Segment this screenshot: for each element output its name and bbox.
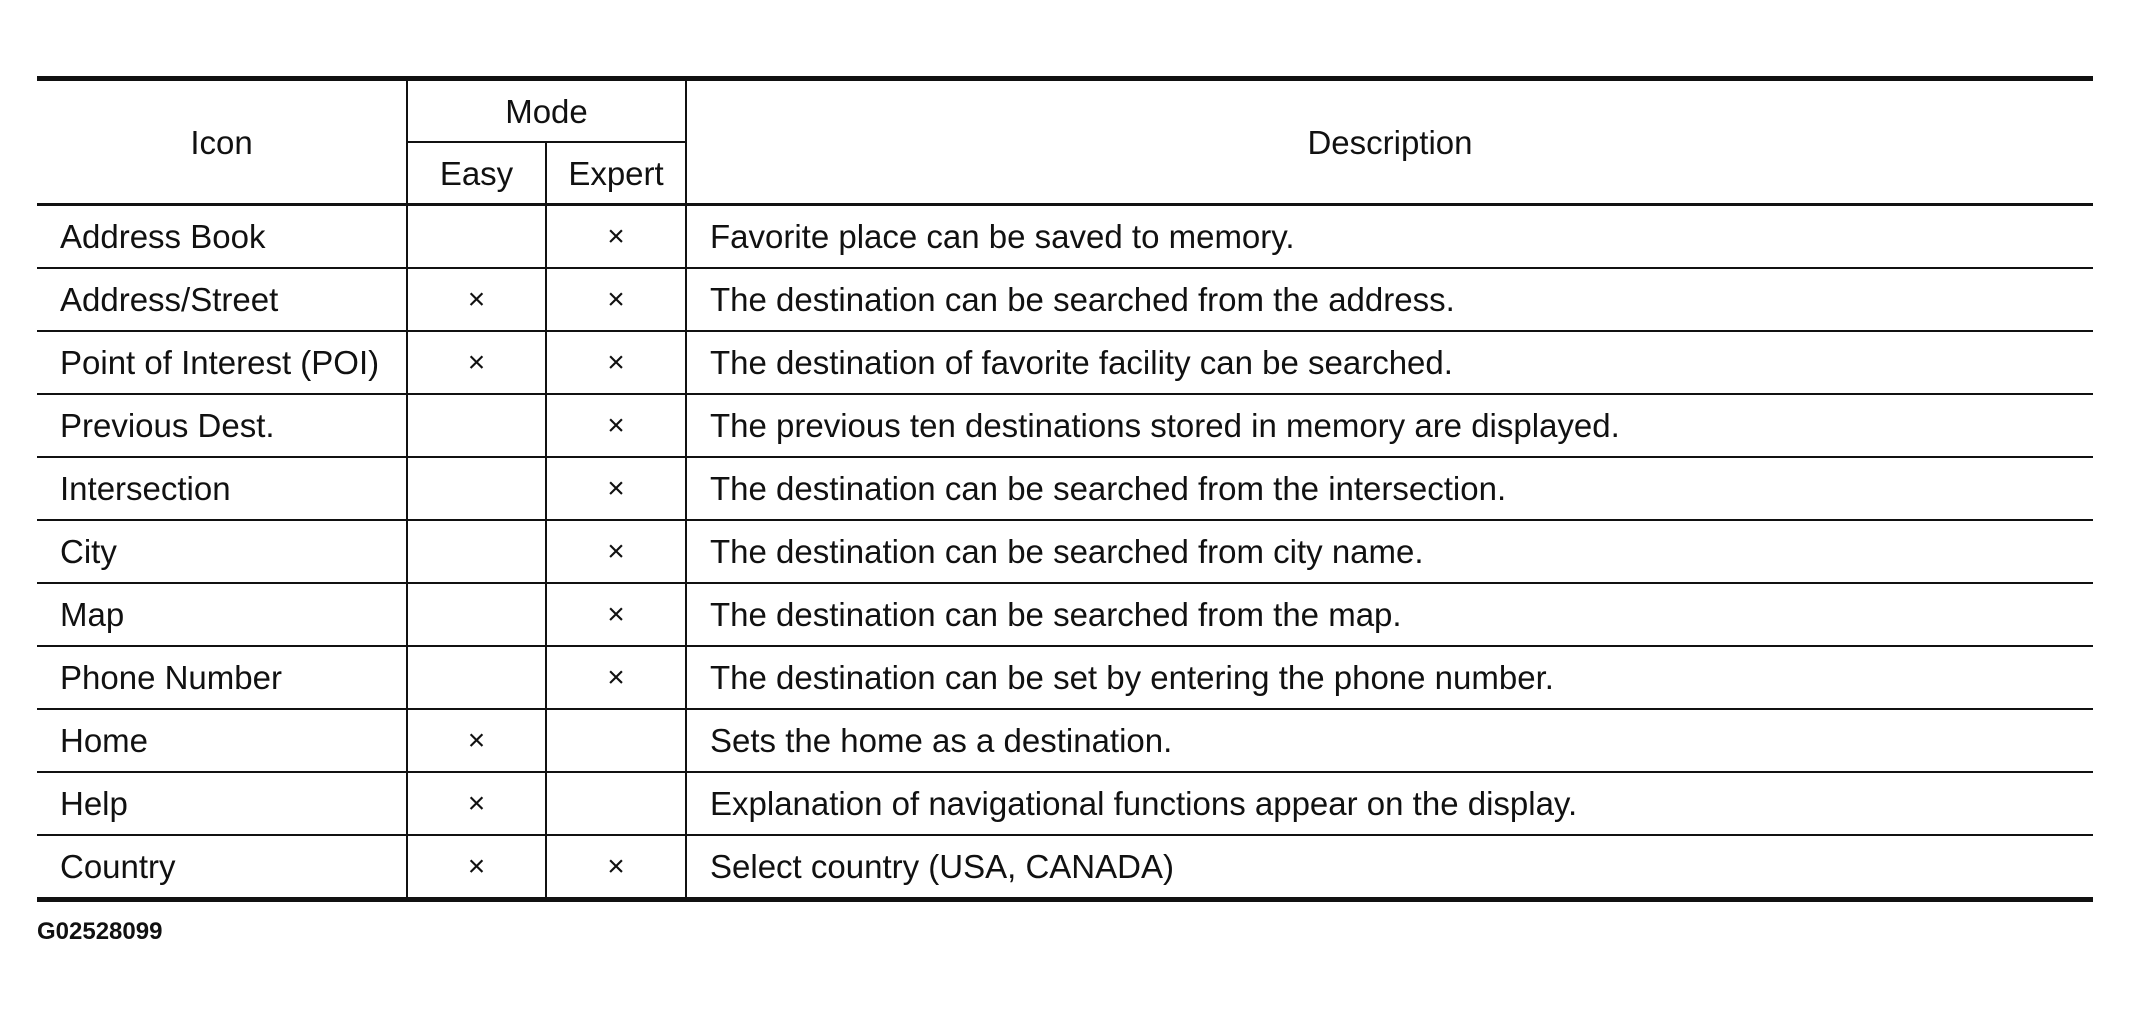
easy-mark: × bbox=[407, 268, 546, 331]
expert-mark: × bbox=[546, 520, 686, 583]
icon-cell: Point of Interest (POI) bbox=[37, 331, 407, 394]
icon-cell: Map bbox=[37, 583, 407, 646]
expert-mark bbox=[546, 772, 686, 835]
expert-mark: × bbox=[546, 205, 686, 269]
expert-mark: × bbox=[546, 835, 686, 900]
expert-mark: × bbox=[546, 331, 686, 394]
figure-id-label: G02528099 bbox=[37, 918, 163, 945]
table-row bbox=[37, 646, 2093, 709]
table-row bbox=[37, 205, 2093, 269]
header-icon: Icon bbox=[37, 79, 407, 205]
easy-mark bbox=[407, 205, 546, 269]
easy-mark bbox=[407, 457, 546, 520]
expert-mark: × bbox=[546, 268, 686, 331]
table-row bbox=[37, 583, 2093, 646]
header-expert: Expert bbox=[546, 142, 686, 205]
description-cell: Explanation of navigational functions appear on the display. bbox=[686, 772, 2093, 835]
expert-mark: × bbox=[546, 583, 686, 646]
mode-function-table bbox=[37, 76, 2093, 902]
description-cell: The destination can be searched from city name. bbox=[686, 520, 2093, 583]
description-cell: The previous ten destinations stored in memory are displayed. bbox=[686, 394, 2093, 457]
description-cell: The destination of favorite facility can be searched. bbox=[686, 331, 2093, 394]
table-row bbox=[37, 268, 2093, 331]
expert-mark: × bbox=[546, 646, 686, 709]
expert-mark: × bbox=[546, 457, 686, 520]
description-cell: The destination can be searched from the intersection. bbox=[686, 457, 2093, 520]
table-row bbox=[37, 394, 2093, 457]
easy-mark bbox=[407, 583, 546, 646]
easy-mark bbox=[407, 520, 546, 583]
description-cell: Sets the home as a destination. bbox=[686, 709, 2093, 772]
header-description: Description bbox=[686, 79, 2093, 205]
table-row bbox=[37, 772, 2093, 835]
icon-cell: Help bbox=[37, 772, 407, 835]
table-row bbox=[37, 457, 2093, 520]
easy-mark: × bbox=[407, 331, 546, 394]
description-cell: The destination can be searched from the address. bbox=[686, 268, 2093, 331]
description-cell: Favorite place can be saved to memory. bbox=[686, 205, 2093, 269]
expert-mark: × bbox=[546, 394, 686, 457]
table-header bbox=[37, 79, 2093, 205]
easy-mark: × bbox=[407, 772, 546, 835]
easy-mark: × bbox=[407, 709, 546, 772]
icon-cell: Address Book bbox=[37, 205, 407, 269]
table-row bbox=[37, 835, 2093, 900]
table-body bbox=[37, 205, 2093, 900]
icon-cell: Previous Dest. bbox=[37, 394, 407, 457]
easy-mark bbox=[407, 394, 546, 457]
easy-mark: × bbox=[407, 835, 546, 900]
table-row bbox=[37, 520, 2093, 583]
description-cell: The destination can be set by entering the phone number. bbox=[686, 646, 2093, 709]
table-row bbox=[37, 331, 2093, 394]
icon-cell: Intersection bbox=[37, 457, 407, 520]
icon-cell: City bbox=[37, 520, 407, 583]
expert-mark bbox=[546, 709, 686, 772]
description-cell: The destination can be searched from the map. bbox=[686, 583, 2093, 646]
header-row-top bbox=[37, 79, 2093, 143]
icon-cell: Phone Number bbox=[37, 646, 407, 709]
header-easy: Easy bbox=[407, 142, 546, 205]
icon-cell: Address/Street bbox=[37, 268, 407, 331]
icon-cell: Home bbox=[37, 709, 407, 772]
table-row bbox=[37, 709, 2093, 772]
description-cell: Select country (USA, CANADA) bbox=[686, 835, 2093, 900]
easy-mark bbox=[407, 646, 546, 709]
icon-cell: Country bbox=[37, 835, 407, 900]
header-mode: Mode bbox=[407, 79, 686, 143]
